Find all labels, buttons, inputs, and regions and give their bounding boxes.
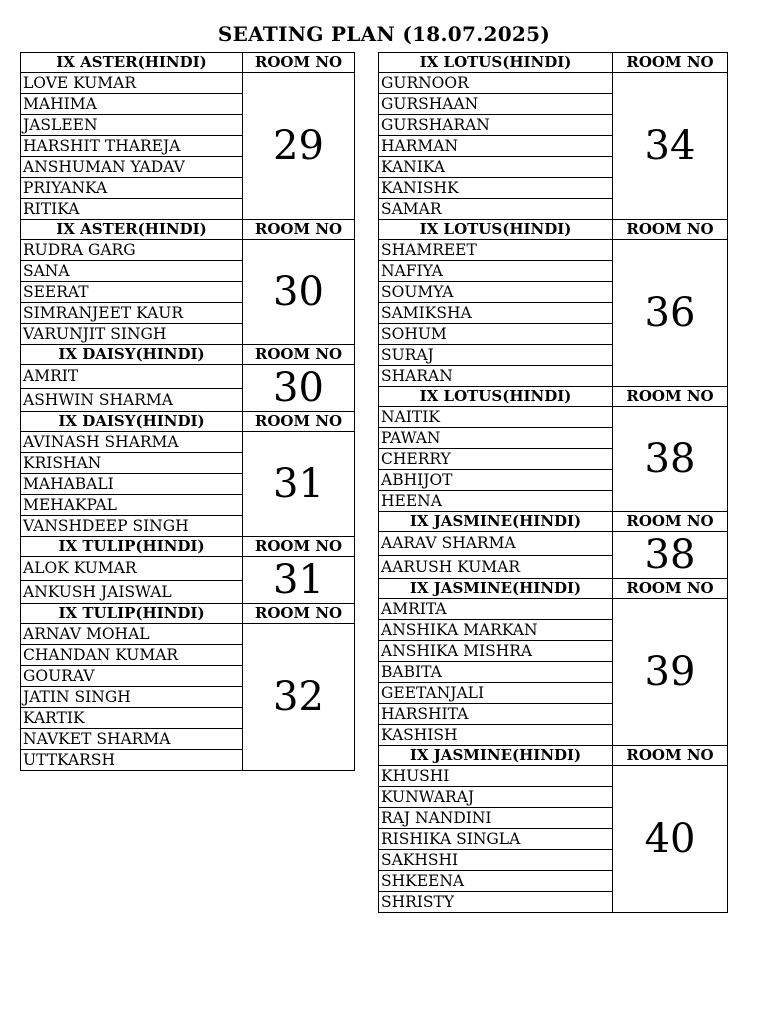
group-header-row — [21, 604, 355, 624]
student-row — [21, 365, 355, 389]
class-name-header: IX JASMINE(HINDI) — [379, 746, 613, 766]
room-no-header: ROOM NO — [613, 746, 728, 766]
class-name-header: IX DAISY(HINDI) — [21, 345, 243, 365]
class-name-header: IX LOTUS(HINDI) — [379, 220, 613, 240]
student-row — [379, 599, 728, 620]
student-row — [21, 557, 355, 581]
student-name: JASLEEN — [21, 115, 243, 136]
student-name: NAVKET SHARMA — [21, 729, 243, 750]
student-name: RISHIKA SINGLA — [379, 829, 613, 850]
room-no-header: ROOM NO — [613, 220, 728, 240]
room-no-header: ROOM NO — [613, 53, 728, 73]
class-name-header: IX LOTUS(HINDI) — [379, 53, 613, 73]
student-name: SAKHSHI — [379, 850, 613, 871]
class-name-header: IX JASMINE(HINDI) — [379, 579, 613, 599]
student-name: SHKEENA — [379, 871, 613, 892]
student-name: AMRITA — [379, 599, 613, 620]
class-name-header: IX TULIP(HINDI) — [21, 604, 243, 624]
student-name: UTTKARSH — [21, 750, 243, 771]
room-number: 30 — [243, 365, 355, 412]
student-row — [379, 532, 728, 556]
room-number: 31 — [243, 557, 355, 604]
student-name: SIMRANJEET KAUR — [21, 303, 243, 324]
class-name-header: IX ASTER(HINDI) — [21, 53, 243, 73]
student-name: NAITIK — [379, 407, 613, 428]
page-title: SEATING PLAN (18.07.2025) — [217, 22, 551, 46]
room-number: 36 — [613, 240, 728, 387]
class-name-header: IX TULIP(HINDI) — [21, 537, 243, 557]
room-number: 32 — [243, 624, 355, 771]
class-name-header: IX DAISY(HINDI) — [21, 412, 243, 432]
student-name: CHANDAN KUMAR — [21, 645, 243, 666]
student-name: SURAJ — [379, 345, 613, 366]
student-name: VARUNJIT SINGH — [21, 324, 243, 345]
student-name: HARSHITA — [379, 704, 613, 725]
student-name: HEENA — [379, 491, 613, 512]
student-name: GOURAV — [21, 666, 243, 687]
student-name: PAWAN — [379, 428, 613, 449]
student-name: ALOK KUMAR — [21, 557, 243, 581]
student-name: KASHISH — [379, 725, 613, 746]
student-name: MAHIMA — [21, 94, 243, 115]
room-number: 30 — [243, 240, 355, 345]
room-number: 38 — [613, 532, 728, 579]
student-name: GEETANJALI — [379, 683, 613, 704]
student-name: RUDRA GARG — [21, 240, 243, 261]
room-number: 40 — [613, 766, 728, 913]
student-name: AMRIT — [21, 365, 243, 389]
student-row — [21, 432, 355, 453]
student-row — [379, 766, 728, 787]
student-name: AVINASH SHARMA — [21, 432, 243, 453]
room-number: 29 — [243, 73, 355, 220]
room-no-header: ROOM NO — [243, 604, 355, 624]
student-row — [21, 624, 355, 645]
room-number: 39 — [613, 599, 728, 746]
room-number: 38 — [613, 407, 728, 512]
class-name-header: IX LOTUS(HINDI) — [379, 387, 613, 407]
room-no-header: ROOM NO — [243, 345, 355, 365]
student-name: PRIYANKA — [21, 178, 243, 199]
student-name: KRISHAN — [21, 453, 243, 474]
student-name: LOVE KUMAR — [21, 73, 243, 94]
student-name: CHERRY — [379, 449, 613, 470]
student-name: HARSHIT THAREJA — [21, 136, 243, 157]
group-header-row — [21, 537, 355, 557]
room-no-header: ROOM NO — [243, 537, 355, 557]
student-row — [379, 407, 728, 428]
group-header-row — [379, 387, 728, 407]
student-name: SHARAN — [379, 366, 613, 387]
room-no-header: ROOM NO — [243, 412, 355, 432]
left-seating-column — [20, 52, 354, 771]
student-row — [21, 240, 355, 261]
class-name-header: IX JASMINE(HINDI) — [379, 512, 613, 532]
student-name: SAMAR — [379, 199, 613, 220]
student-name: KHUSHI — [379, 766, 613, 787]
student-name: SHAMREET — [379, 240, 613, 261]
student-name: JATIN SINGH — [21, 687, 243, 708]
student-name: ANKUSH JAISWAL — [21, 580, 243, 604]
student-name: ANSHUMAN YADAV — [21, 157, 243, 178]
room-no-header: ROOM NO — [613, 579, 728, 599]
group-header-row — [379, 746, 728, 766]
student-name: AARUSH KUMAR — [379, 555, 613, 579]
student-name: HARMAN — [379, 136, 613, 157]
room-number: 34 — [613, 73, 728, 220]
room-no-header: ROOM NO — [243, 220, 355, 240]
student-name: SOUMYA — [379, 282, 613, 303]
right-seating-table — [378, 52, 728, 913]
student-name: AARAV SHARMA — [379, 532, 613, 556]
student-name: GURSHARAN — [379, 115, 613, 136]
group-header-row — [379, 512, 728, 532]
student-row — [379, 240, 728, 261]
student-name: SOHUM — [379, 324, 613, 345]
room-number: 31 — [243, 432, 355, 537]
student-name: GURSHAAN — [379, 94, 613, 115]
student-name: SAMIKSHA — [379, 303, 613, 324]
group-header-row — [21, 53, 355, 73]
student-name: KANISHK — [379, 178, 613, 199]
student-name: KARTIK — [21, 708, 243, 729]
student-name: ASHWIN SHARMA — [21, 388, 243, 412]
left-seating-table — [20, 52, 355, 771]
student-name: ANSHIKA MISHRA — [379, 641, 613, 662]
student-name: RITIKA — [21, 199, 243, 220]
room-no-header: ROOM NO — [613, 512, 728, 532]
group-header-row — [21, 345, 355, 365]
student-name: SANA — [21, 261, 243, 282]
group-header-row — [379, 220, 728, 240]
group-header-row — [21, 220, 355, 240]
student-name: BABITA — [379, 662, 613, 683]
student-name: MAHABALI — [21, 474, 243, 495]
student-name: RAJ NANDINI — [379, 808, 613, 829]
student-name: GURNOOR — [379, 73, 613, 94]
student-name: ANSHIKA MARKAN — [379, 620, 613, 641]
student-name: VANSHDEEP SINGH — [21, 516, 243, 537]
student-name: SEERAT — [21, 282, 243, 303]
group-header-row — [21, 412, 355, 432]
room-no-header: ROOM NO — [243, 53, 355, 73]
right-seating-column — [378, 52, 727, 913]
student-name: MEHAKPAL — [21, 495, 243, 516]
group-header-row — [379, 53, 728, 73]
student-name: KUNWARAJ — [379, 787, 613, 808]
class-name-header: IX ASTER(HINDI) — [21, 220, 243, 240]
student-row — [379, 73, 728, 94]
student-name: KANIKA — [379, 157, 613, 178]
student-name: ARNAV MOHAL — [21, 624, 243, 645]
student-name: NAFIYA — [379, 261, 613, 282]
student-name: ABHIJOT — [379, 470, 613, 491]
group-header-row — [379, 579, 728, 599]
room-no-header: ROOM NO — [613, 387, 728, 407]
student-name: SHRISTY — [379, 892, 613, 913]
student-row — [21, 73, 355, 94]
